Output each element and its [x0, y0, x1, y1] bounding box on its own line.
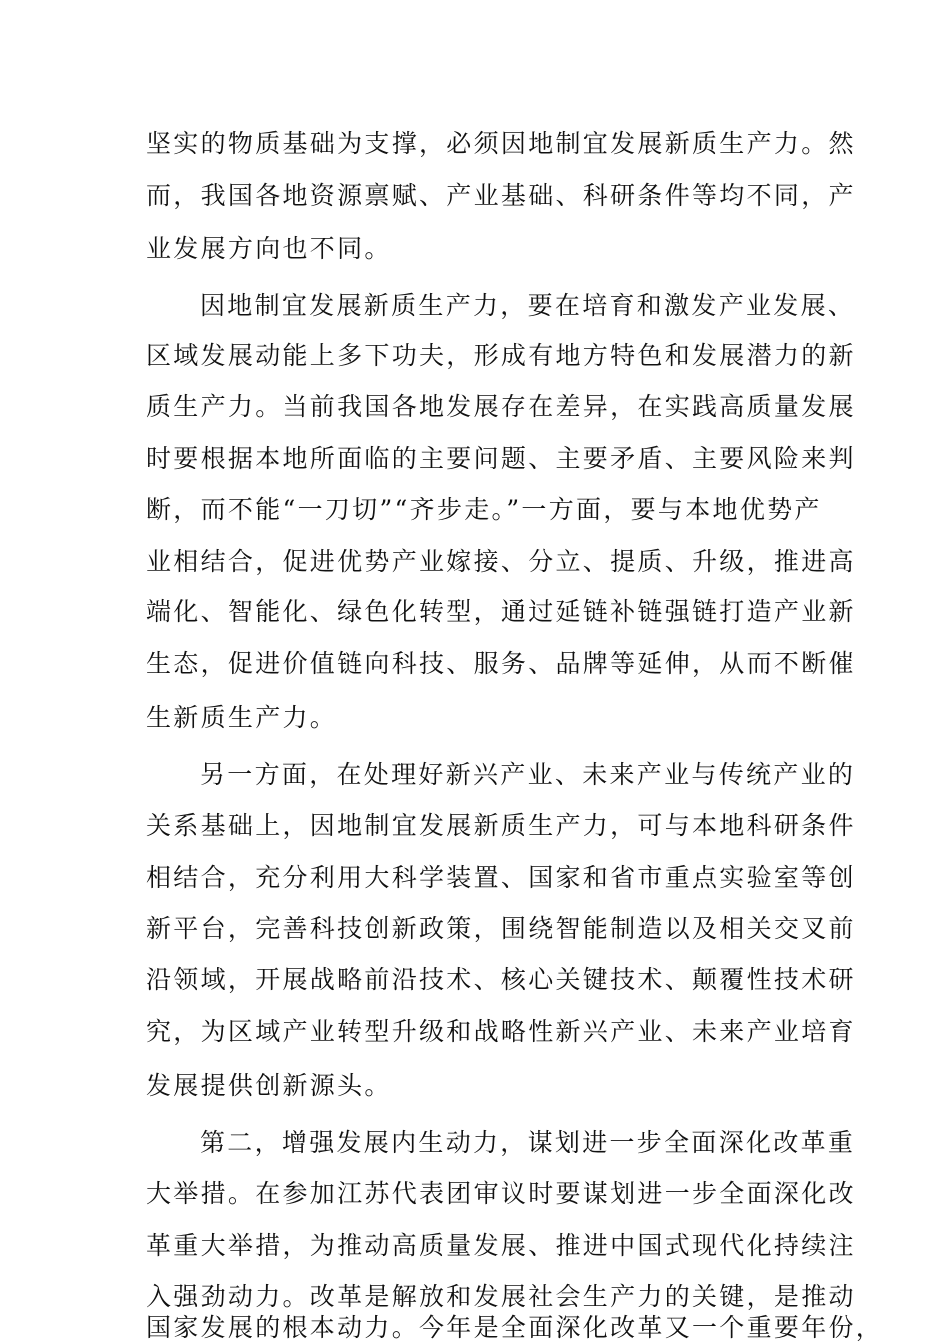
paragraph-2-line-6: 业相结合，促进优势产业嫁接、分立、提质、升级，推进高 [146, 547, 856, 576]
paragraph-4-line-3: 革重大举措，为推动高质量发展、推进中国式现代化持续注 [146, 1231, 856, 1260]
paragraph-2-line-4: 时要根据本地所面临的主要问题、主要矛盾、主要风险来判 [146, 444, 856, 473]
paragraph-2-line-9: 生新质生产力。 [146, 703, 338, 732]
paragraph-3-line-3: 相结合，充分利用大科学装置、国家和省市重点实验室等创 [146, 863, 856, 892]
paragraph-3-line-4: 新平台，完善科技创新政策，围绕智能制造以及相关交叉前 [146, 914, 856, 943]
paragraph-4-line-5: 国家发展的根本动力。今年是全面深化改革又一个重要年份， [146, 1313, 884, 1342]
paragraph-3-line-7: 发展提供创新源头。 [146, 1071, 392, 1100]
paragraph-4-line-4: 入强劲动力。改革是解放和发展社会生产力的关键，是推动 [146, 1282, 856, 1311]
paragraph-3-line-2: 关系基础上，因地制宜发展新质生产力，可与本地科研条件 [146, 811, 856, 840]
paragraph-2-line-2: 区域发展动能上多下功夫，形成有地方特色和发展潜力的新 [146, 341, 856, 370]
paragraph-3-line-6: 究，为区域产业转型升级和战略性新兴产业、未来产业培育 [146, 1017, 856, 1046]
paragraph-4-line-2: 大举措。在参加江苏代表团审议时要谋划进一步全面深化改 [146, 1179, 856, 1208]
paragraph-3-line-5: 沿领域，开展战略前沿技术、核心关键技术、颠覆性技术研 [146, 965, 856, 994]
paragraph-3-line-1: 另一方面，在处理好新兴产业、未来产业与传统产业的 [200, 760, 856, 789]
paragraph-4-line-1: 第二，增强发展内生动力，谋划进一步全面深化改革重 [200, 1128, 856, 1157]
paragraph-2-line-7: 端化、智能化、绿色化转型，通过延链补链强链打造产业新 [146, 597, 856, 626]
text-line-1: 坚实的物质基础为支撑，必须因地制宜发展新质生产力。然 [146, 129, 856, 158]
paragraph-2-line-8: 生态，促进价值链向科技、服务、品牌等延伸，从而不断催 [146, 649, 856, 678]
paragraph-2-line-5: 断，而不能“一刀切”“齐步走。”一方面，要与本地优势产 [146, 495, 822, 524]
paragraph-2-line-3: 质生产力。当前我国各地发展存在差异，在实践高质量发展 [146, 392, 856, 421]
text-line-3: 业发展方向也不同。 [146, 234, 392, 263]
paragraph-2-line-1: 因地制宜发展新质生产力，要在培育和激发产业发展、 [200, 291, 856, 320]
text-line-2: 而，我国各地资源禀赋、产业基础、科研条件等均不同，产 [146, 181, 856, 210]
